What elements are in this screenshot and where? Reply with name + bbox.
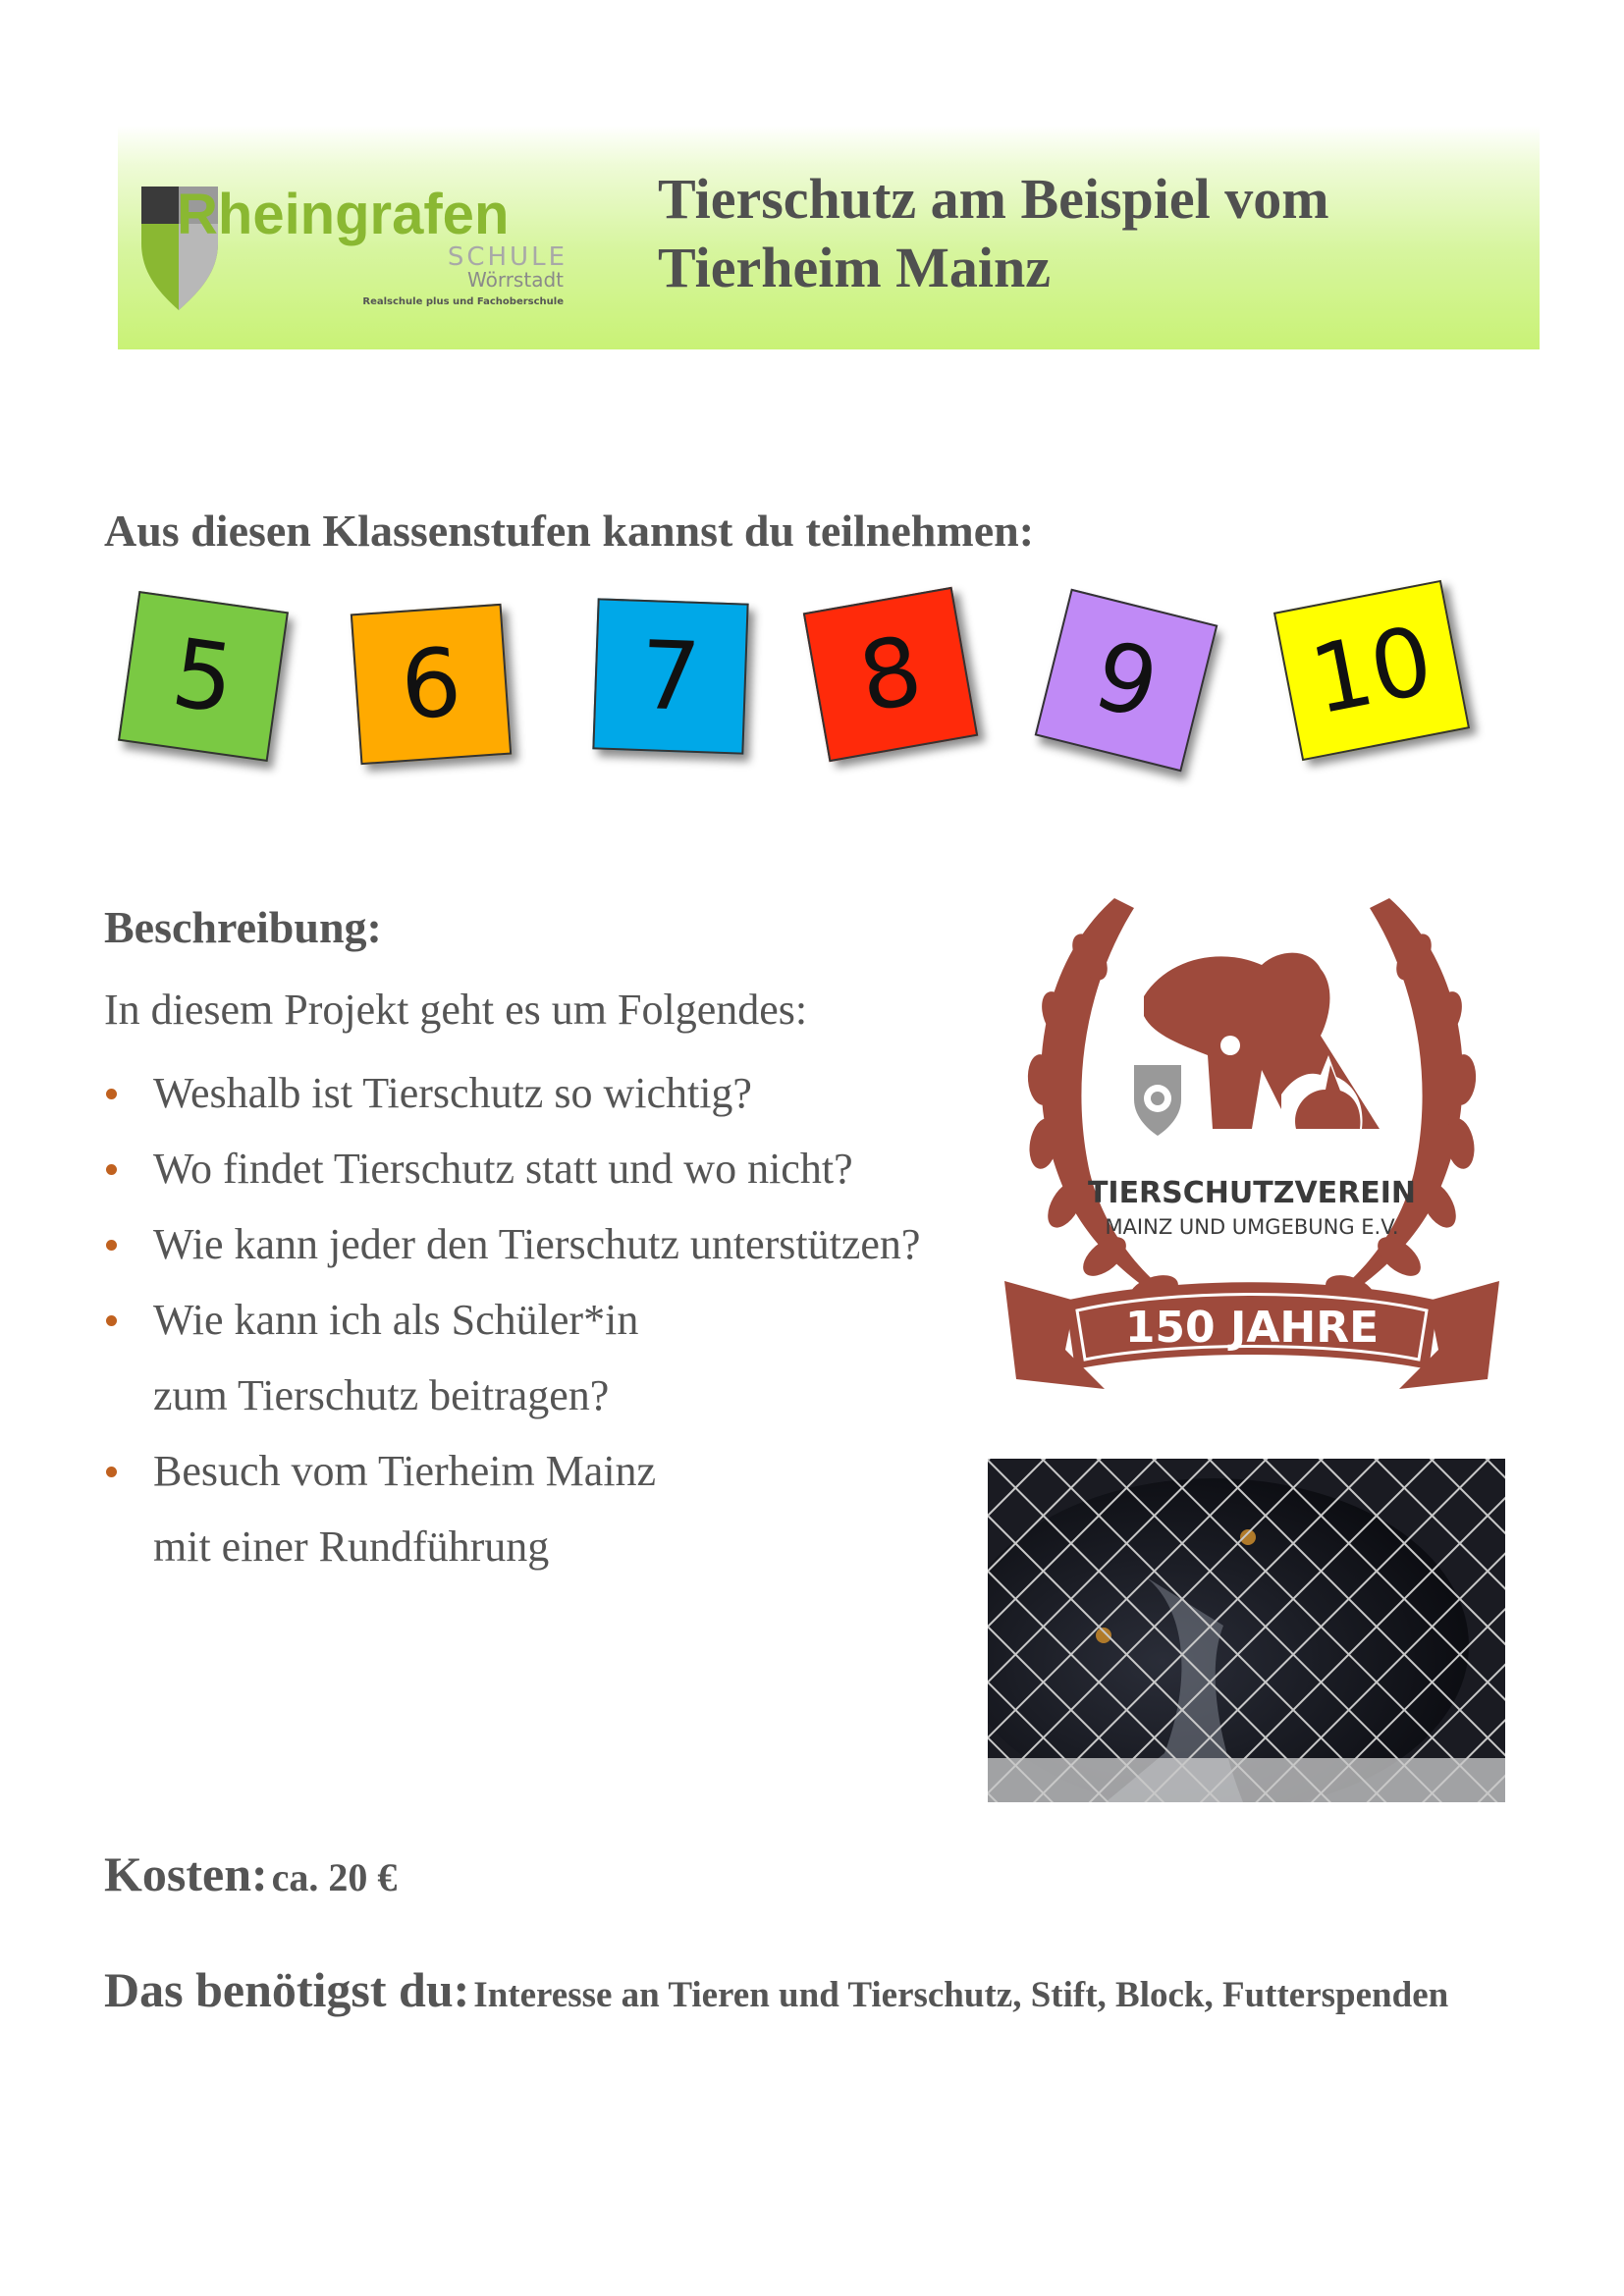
- school-name: Rheingrafen: [177, 185, 510, 246]
- bullet-icon: [106, 1467, 117, 1477]
- grade-6-tile: [351, 604, 512, 765]
- grade-9-label: 9: [1083, 619, 1169, 741]
- school-town: Wörrstadt: [467, 268, 564, 292]
- grade-10-tile: [1273, 580, 1470, 761]
- grade-7-label: 7: [638, 619, 703, 733]
- list-item: [104, 1055, 988, 1131]
- bullet-text: Wie kann jeder den Tierschutz unterstützen?: [153, 1220, 921, 1268]
- grade-8-tile: [803, 587, 978, 762]
- mainz-coat-of-arms-icon: [1134, 1065, 1181, 1136]
- school-sub: SCHULE: [447, 242, 568, 272]
- needs-label: Das benötigst du:: [104, 1962, 470, 2017]
- list-item: [104, 1206, 988, 1282]
- bullet-text: Wo findet Tierschutz statt und wo nicht?: [153, 1145, 853, 1193]
- list-item: [104, 1131, 988, 1206]
- tierschutzverein-logo: [997, 888, 1507, 1438]
- page-title: [658, 165, 1502, 302]
- school-logo: [139, 185, 571, 312]
- bullet-text: Besuch vom Tierheim Mainz mit einer Rundführung: [153, 1447, 657, 1571]
- grade-9-tile: [1035, 589, 1218, 773]
- anniversary-ribbon: [1004, 1281, 1499, 1389]
- grade-8-label: 8: [851, 614, 930, 734]
- grade-7-tile: [592, 598, 748, 754]
- needs-value: Interesse an Tieren und Tierschutz, Stift, Block, Futterspenden: [473, 1975, 1449, 2015]
- bullet-icon: [106, 1164, 117, 1175]
- dog-behind-fence-image: [988, 1459, 1505, 1802]
- tsv-name: TIERSCHUTZVEREIN: [1087, 1176, 1417, 1210]
- grade-10-label: 10: [1302, 605, 1441, 736]
- cost-value: ca. 20 €: [271, 1855, 398, 1899]
- title-line-1: Tierschutz am Beispiel vom: [658, 167, 1329, 231]
- list-item: [104, 1282, 703, 1433]
- school-type: Realschule plus und Fachoberschule: [362, 296, 564, 307]
- bullet-icon: [106, 1240, 117, 1251]
- bullet-icon: [106, 1315, 117, 1326]
- grades-heading: Aus diesen Klassenstufen kannst du teilnehmen:: [104, 506, 1035, 556]
- bullet-icon: [106, 1089, 117, 1099]
- description-intro: In diesem Projekt geht es um Folgendes:: [104, 986, 808, 1034]
- bullet-text: Wie kann ich als Schüler*in zum Tierschutz beitragen?: [153, 1296, 639, 1419]
- bullet-text: Weshalb ist Tierschutz so wichtig?: [153, 1069, 752, 1117]
- list-item: [104, 1433, 664, 1584]
- dog-photo-icon: [988, 1459, 1505, 1802]
- needs-line: [104, 1961, 1448, 2018]
- description-heading: Beschreibung:: [104, 902, 382, 952]
- grade-6-label: 6: [397, 627, 465, 741]
- anniversary-label: 150 JAHRE: [1124, 1303, 1380, 1353]
- description-list: [104, 1055, 988, 1584]
- cost-label: Kosten:: [104, 1846, 268, 1901]
- header-banner: [118, 126, 1540, 349]
- grade-5-tile: [118, 591, 289, 762]
- grade-5-label: 5: [165, 617, 242, 735]
- tsv-sub: MAINZ UND UMGEBUNG E.V.: [1105, 1215, 1399, 1239]
- cost-line: [104, 1845, 397, 1902]
- title-line-2: Tierheim Mainz: [658, 236, 1052, 299]
